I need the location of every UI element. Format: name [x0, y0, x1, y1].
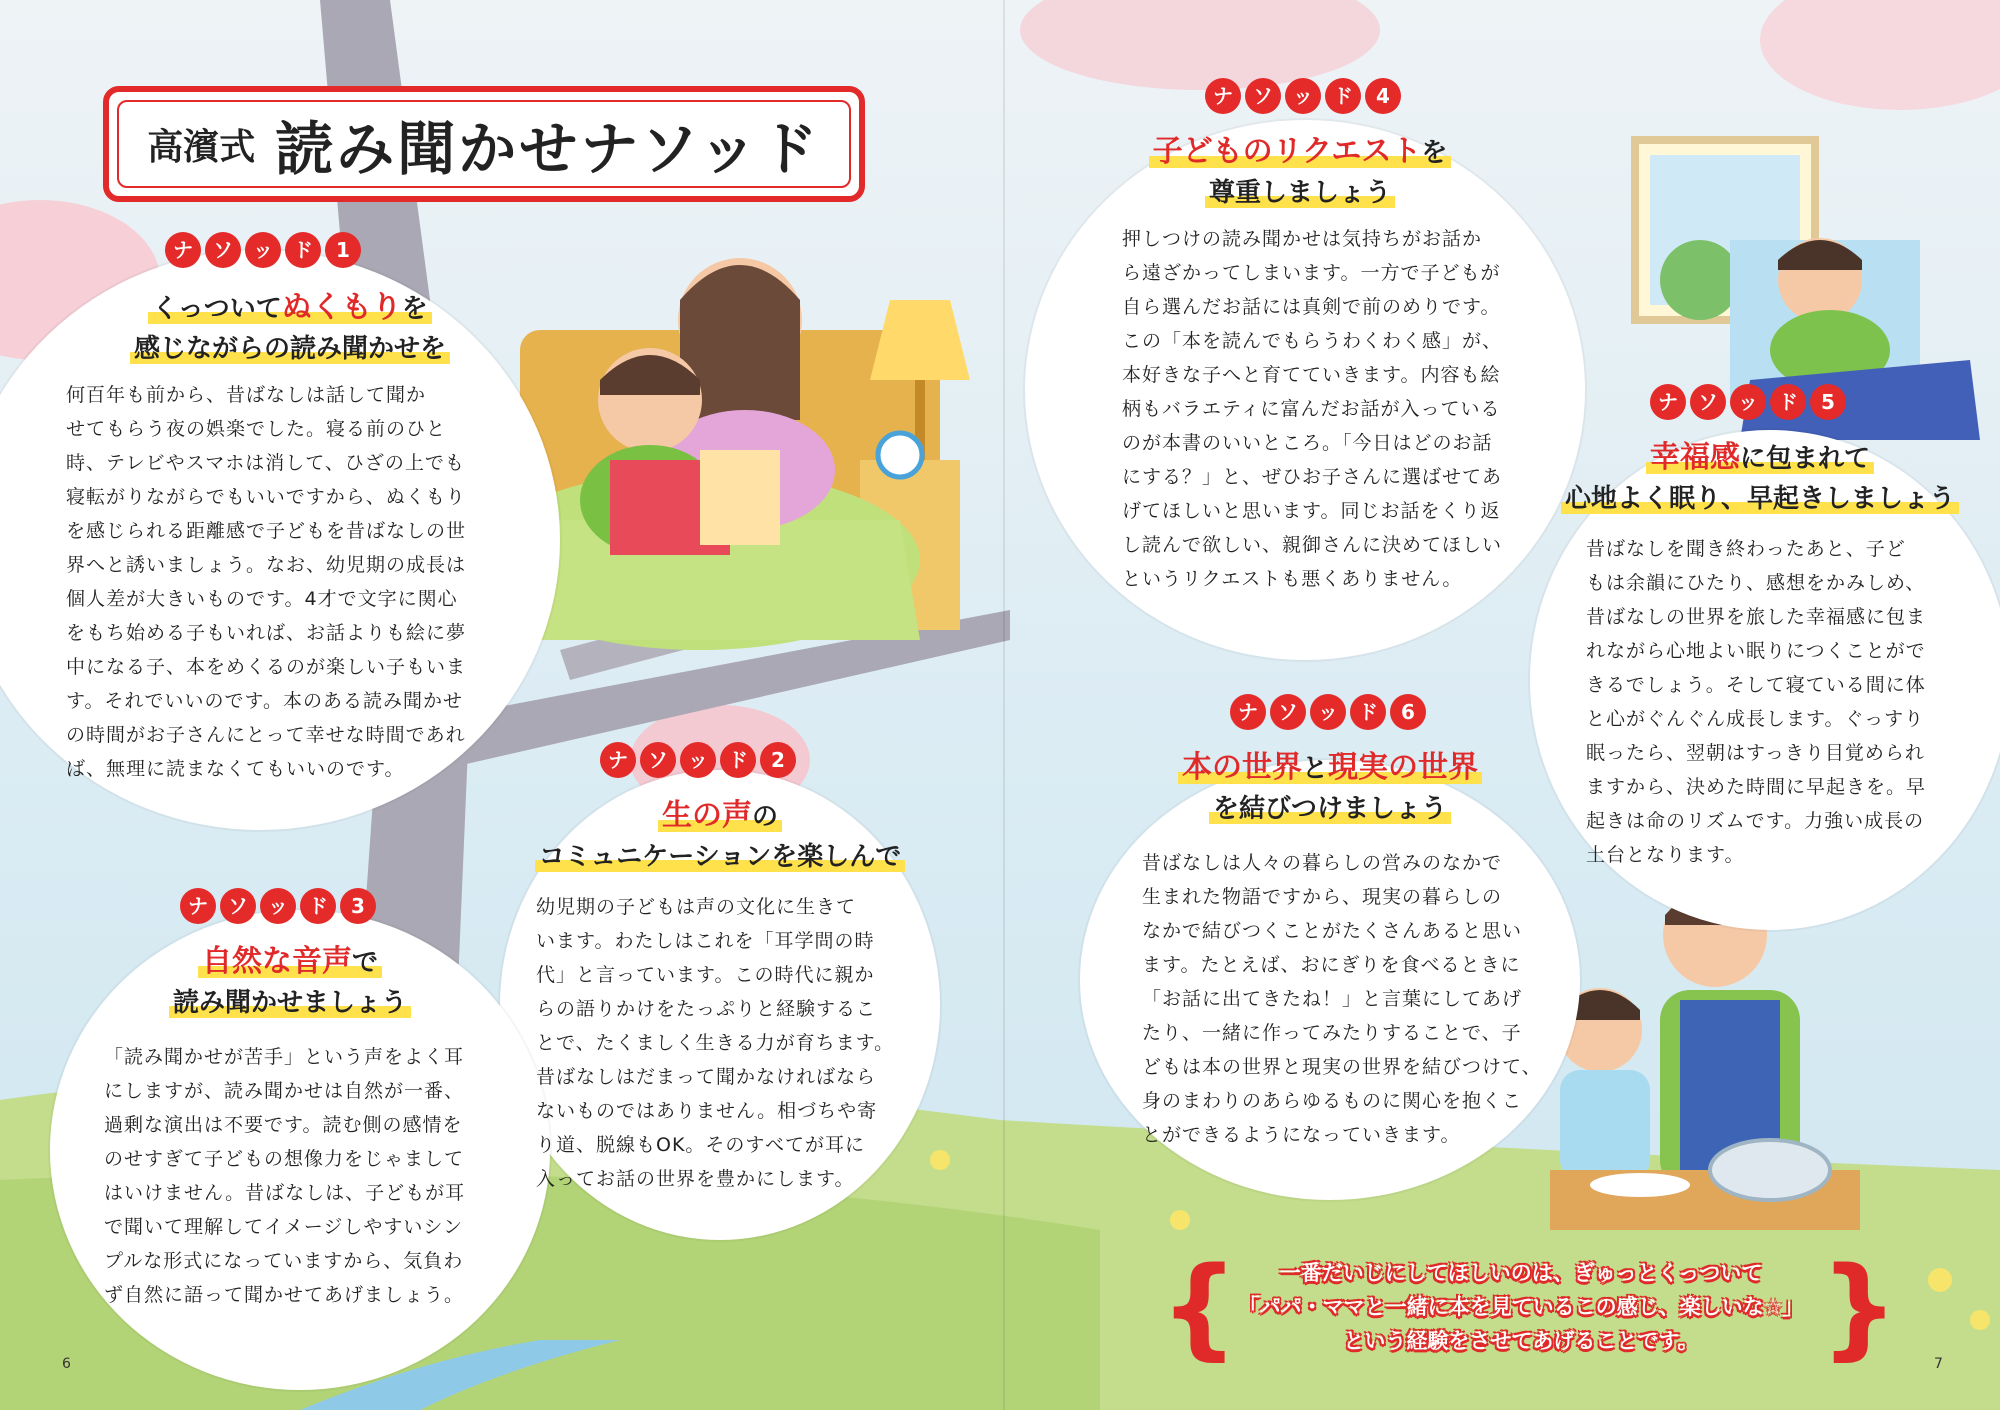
- method-1-body: 何百年も前から、昔ばなしは話して聞か せてもらう夜の娯楽でした。寝る前のひと 時、テレビやスマホは消して、ひざの上でも 寝転がりながらでもいいですから、ぬくもり を感じられる距離感で子どもを昔ばなしの世 界へと誘いましょう。なお、幼児期の成長は 個人差が大きいものです。4才で文字に関心 をもち始める子もいれば、お話よりも絵に夢 中になる子、本をめくるのが楽しい子もいま す。それでいいのです。本のある読み聞かせ の時間がお子さんにとって幸せな時間であれ ば、無理に読まなくてもいいのです。: [66, 384, 467, 780]
- closing-right-brace: }: [1820, 1243, 1899, 1371]
- title-prefix: 高濱式: [147, 126, 256, 168]
- page-number-right: 7: [1934, 1356, 1943, 1372]
- method-1-badge: ナ ソ ッ ド 1: [165, 232, 361, 268]
- closing-left-brace: {: [1160, 1243, 1239, 1371]
- method-3-badge: ナ ソ ッ ド 3: [180, 888, 376, 924]
- flower: [930, 1150, 950, 1170]
- method-2-heading: 生の声の コミュニケーションを楽しんで: [500, 796, 940, 877]
- method-3-heading: 自然な音声で 読み聞かせましょう: [70, 942, 510, 1023]
- method-1-heading: くっついてぬくもりを 感じながらの読み聞かせを: [60, 288, 520, 369]
- flower: [1170, 1210, 1190, 1230]
- method-6-badge: ナ ソ ッ ド 6: [1230, 694, 1426, 730]
- method-6-heading: 本の世界と現実の世界 を結びつけましょう: [1110, 748, 1550, 829]
- flower: [1970, 1310, 1990, 1330]
- method-5-body: 昔ばなしを聞き終わったあと、子ど もは余韻にひたり、感想をかみしめ、 昔ばなしの世界を旅した幸福感に包ま れながら心地よい眠りにつくことがで きるでしょう。そして寝ている間に体 と心がぐんぐん成長します。ぐっすり 眠ったら、翌朝はすっきり目覚められ ますから、決めた時間に早起きを。早 起きは命のリズムです。力強い成長の 土台となります。: [1586, 538, 1927, 866]
- method-4-badge: ナ ソ ッ ド 4: [1205, 78, 1401, 114]
- method-2-body: 幼児期の子どもは声の文化に生きて います。わたしはこれを「耳学問の時 代」と言っています。この時代に親か らの語りかけをたっぷりと経験するこ とで、たくましく生きる力が育ちます。 昔ばなしはだまって聞かなければなら ないものではありません。相づちや寄 り道、脱線もOK。そのすべてが耳に 入ってお話の世界を豊かにします。: [536, 896, 895, 1190]
- method-6-body: 昔ばなしは人々の暮らしの営みのなかで 生まれた物語ですから、現実の暮らしの なかで結びつくことがたくさんあると思い ます。たとえば、おにぎりを食べるときに 「お話に出てきたね！」と言葉にしてあげ たり、一緒に作ってみたりすることで、子 どもは本の世界と現実の世界を結びつけて、 身のまわりのあらゆるものに関心を抱くこ とができるようになっていきます。: [1142, 852, 1542, 1146]
- method-5-heading: 幸福感に包まれて 心地よく眠り、早起きしましょう: [1540, 438, 1980, 519]
- page-title: 読み聞かせナソッド: [275, 115, 821, 183]
- page-number-left: 6: [62, 1356, 71, 1372]
- method-3-body: 「読み聞かせが苦手」という声をよく耳 にしますが、読み聞かせは自然が一番、 過剰な演出は不要です。読む側の感情を のせすぎて子どもの想像力をじゃまして はいけません。昔ばなしは、子どもが耳 で聞いて理解してイメージしやすいシン プルな形式になっていますから、気負わ ず自然に語って聞かせてあげましょう。: [104, 1046, 466, 1306]
- flower: [1928, 1268, 1952, 1292]
- title-frame: [103, 86, 865, 202]
- method-4-heading: 子どものリクエストを 尊重しましょう: [1080, 132, 1520, 213]
- method-4-body: 押しつけの読み聞かせは気持ちがお話か ら遠ざかってしまいます。一方で子どもが 自ら選んだお話には真剣で前のめりです。 この「本を読んでもらうわくわく感」が、 本好きな子へと育てていきます。内容も絵 柄もバラエティに富んだお話が入っている のが本書のいいところ。「今日はどのお話 にする？」と、ぜひお子さんに選ばせてあ げてほしいと思います。同じお話をくり返 し読んで欲しい、親御さんに決めてほしい というリクエストも悪くありません。: [1122, 228, 1503, 590]
- closing-message: 一番だいじにしてほしいのは、ぎゅっとくっついて 「パパ・ママと一緒に本を見ているこの感じ、楽しいな☆」 という経験をさせてあげることです。: [1238, 1261, 1804, 1353]
- method-2-badge: ナ ソ ッ ド 2: [600, 742, 796, 778]
- method-5-badge: ナ ソ ッ ド 5: [1650, 384, 1846, 420]
- page-gutter: [1003, 0, 1005, 1410]
